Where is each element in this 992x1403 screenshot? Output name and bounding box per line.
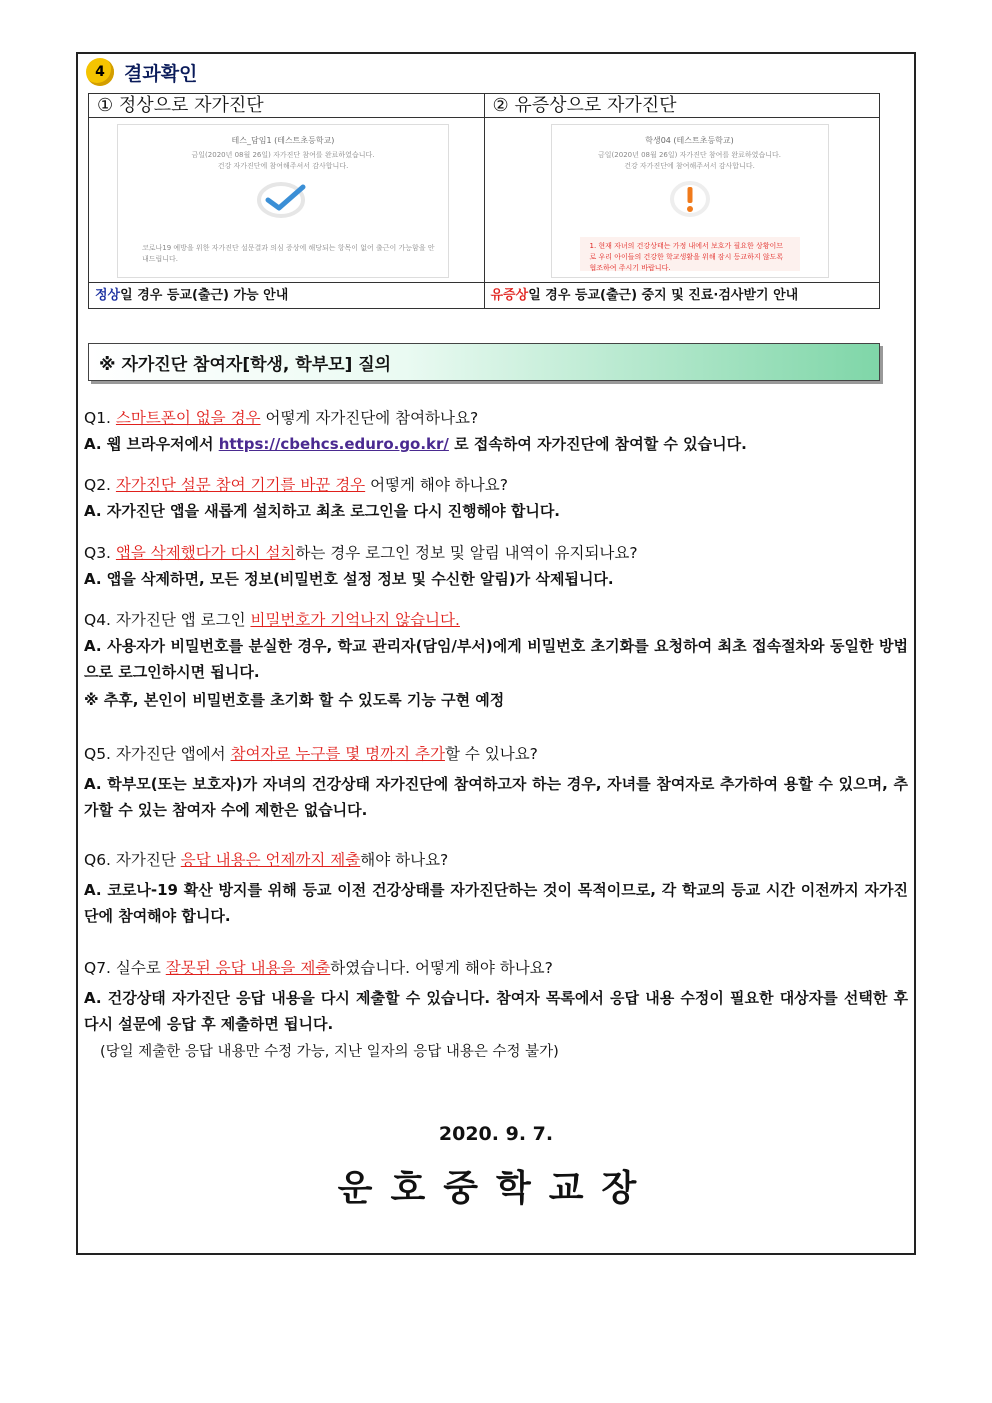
answer-6: A. 코로나-19 확산 방지를 위해 등교 이전 건강상태를 자가진단하는 것이 목적이므로, 각 학교의 등교 시간 이전까지 자가진단에 참여해야 합니다. (84, 881, 908, 925)
normal-screen-title: 테스_담임1 (테스트초등학교) (231, 136, 335, 145)
symptom-result-caption (484, 283, 880, 309)
normal-screen-note: 코로나19 예방을 위한 자가진단 설문결과 의심 증상에 해당되는 항목이 없어 출근이 가능함을 안내드립니다. (142, 244, 435, 263)
question-1: Q1. 스마트폰이 없을 경우 어떻게 자가진단에 참여하나요? (84, 409, 479, 427)
normal-screen-line2: 건강 자가진단에 참여해주셔서 감사합니다. (217, 162, 349, 170)
question-6: Q6. 자가진단 응답 내용은 언제까지 제출해야 하나요? (84, 851, 449, 869)
qa-banner-title: ※ 자가진단 참여자[학생, 학부모] 질의 (99, 354, 392, 375)
normal-result-caption (89, 283, 485, 309)
answer-2: A. 자가진단 앱을 새롭게 설치하고 최초 로그인을 다시 진행해야 합니다. (84, 502, 561, 520)
question-4: Q4. 자가진단 앱 로그인 비밀번호가 기억나지 않습니다. (84, 611, 460, 629)
qa-item-4 (84, 607, 908, 713)
section-title: 결과확인 (124, 62, 198, 85)
question-5: Q5. 자가진단 앱에서 참여자로 누구를 몇 명까지 추가할 수 있나요? (84, 745, 538, 763)
answer-1: A. 웹 브라우저에서 https://cbehcs.eduro.go.kr/ 로 접속하여 자가진단에 참여할 수 있습니다. (84, 435, 747, 453)
symptom-caption-rest: 일 경우 등교(출근) 중지 및 진료·검사받기 안내 (528, 288, 799, 303)
check-icon (255, 178, 311, 218)
self-check-link[interactable]: https://cbehcs.eduro.go.kr/ (218, 435, 449, 453)
answer-3: A. 앱을 삭제하면, 모든 정보(비밀번호 설정 정보 및 수신한 알림)가 삭제됩니다. (84, 570, 614, 588)
document-date: 2020. 9. 7. (438, 1123, 554, 1145)
qa-item-7 (84, 955, 908, 1065)
normal-key: 정상 (95, 288, 121, 303)
signer-title: 운호중학교장 (337, 1168, 655, 1209)
qa-banner (88, 343, 880, 381)
symptom-result-screenshot-cell (484, 118, 880, 283)
normal-screen-line1: 금일(2020년 08월 26일) 자가진단 참여를 완료하였습니다. (191, 151, 375, 159)
qa-item-5 (84, 741, 908, 823)
answer-4: A. 사용자가 비밀번호를 분실한 경우, 학교 관리자(담임/부서)에게 비밀번호 초기화를 요청하여 최초 접속절차와 동일한 방법으로 로그인하시면 됩니다. (84, 637, 908, 681)
symptom-key: 유증상 (490, 288, 529, 303)
symptom-screen-line2: 건강 자가진단에 참여해주셔서 감사합니다. (624, 162, 755, 170)
section-number-badge: 4 (86, 58, 114, 86)
section-header (86, 58, 197, 86)
symptom-screen-line1: 금일(2020년 08월 26일) 자가진단 참여를 완료하였습니다. (598, 151, 781, 159)
note-4: ※ 추후, 본인이 비밀번호를 초기화 할 수 있도록 기능 구현 예정 (84, 691, 505, 709)
qa-item-1 (84, 405, 908, 457)
normal-result-heading: ① 정상으로 자가진단 (89, 94, 485, 118)
symptom-result-screenshot (551, 124, 829, 278)
qa-item-3 (84, 540, 908, 592)
symptom-result-heading: ② 유증상으로 자가진단 (484, 94, 880, 118)
qa-item-6 (84, 847, 908, 929)
question-3: Q3. 앱을 삭제했다가 다시 설치하는 경우 로그인 정보 및 알림 내역이 유지되나요? (84, 544, 638, 562)
note-7: (당일 제출한 응답 내용만 수정 가능, 지난 일자의 응답 내용은 수정 불가) (100, 1044, 559, 1060)
normal-result-screenshot (117, 124, 449, 278)
normal-result-screenshot-cell (89, 118, 485, 283)
result-table (88, 93, 880, 309)
question-2: Q2. 자가진단 설문 참여 기기를 바꾼 경우 어떻게 해야 하나요? (84, 476, 508, 494)
answer-5: A. 학부모(또는 보호자)가 자녀의 건강상태 자가진단에 참여하고자 하는 경우, 자녀를 참여자로 추가하여 용할 수 있으며, 추가할 수 있는 참여자 수에 제한은 없습니다. (84, 775, 908, 819)
exclamation-icon (668, 180, 712, 218)
symptom-screen-title: 학생04 (테스트초등학교) (645, 136, 734, 145)
normal-caption-rest: 일 경우 등교(출근) 가능 안내 (120, 288, 289, 303)
symptom-screen-warning: 1. 현재 자녀의 건강상태는 가정 내에서 보호가 필요한 상황이므로 우리 아이들의 건강한 학교생활을 위해 잠시 등교하지 않도록 협조하여 주시기 바랍니다. (580, 237, 800, 271)
answer-7: A. 건강상태 자가진단 응답 내용을 다시 제출할 수 있습니다. 참여자 목록에서 응답 내용 수정이 필요한 대상자를 선택한 후 다시 설문에 응답 후 제출하면 됩니다. (84, 989, 908, 1033)
qa-item-2 (84, 472, 908, 524)
question-7: Q7. 실수로 잘못된 응답 내용을 제출하였습니다. 어떻게 해야 하나요? (84, 959, 553, 977)
